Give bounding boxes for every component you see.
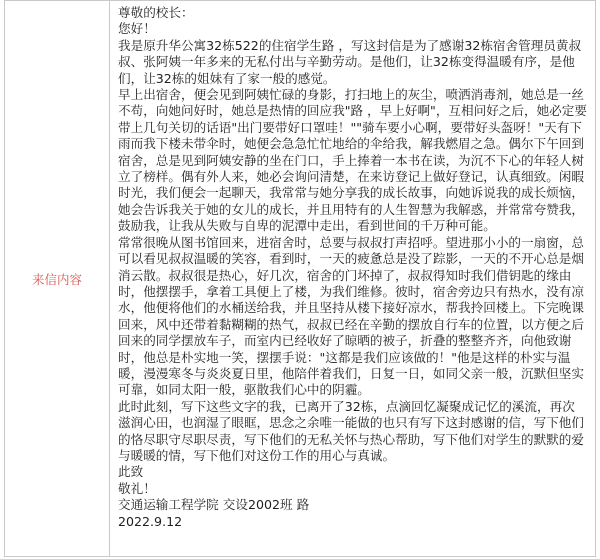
letter-content	[110, 1, 595, 556]
letter-table	[4, 0, 596, 557]
letter-closing-1: 此致	[118, 464, 144, 480]
letter-greeting: 您好！	[118, 21, 156, 37]
letter-paragraph-4: 此时此刻，写下这些文字的我，已离开了32栋，点滴回忆凝聚成记忆的溪流，再次滋润心田，也润湿了眼眶，思念之余唯一能做的也只有写下这封感谢的信，写下他们的恪尽职守尽职尽责，写下他们的无私关怀与热心帮助，写下他们对学生的默默的爱与暖暖的情，写下他们对这份工作的用心与真诚。	[118, 398, 584, 463]
letter-signature: 交通运输工程学院 交设2002班 路	[118, 497, 310, 513]
letter-salutation: 尊敬的校长：	[118, 5, 194, 20]
field-label: 来信内容	[5, 1, 110, 556]
letter-paragraph-1: 我是原升华公寓32栋522的住宿学生路 ，写这封信是为了感谢32栋宿舍管理员黄叔叔、张阿姨一年多来的无私付出与辛勤劳动。是他们，让32栋变得温暖有序，是他们，让32栋的姐妹有了家一般的感觉。	[118, 37, 582, 86]
letter-date: 2022.9.12	[118, 513, 183, 529]
letter-paragraph-2: 早上出宿舍，便会见到阿姨忙碌的身影，打扫地上的灰尘，喷洒消毒剂，她总是一丝不苟，向她问好时，她总是热情的回应我"路 ，早上好啊"，互相问好之后，她必定要带上几句关切的话语"出门要带好口罩哇！""骑车要小心啊，要带好头盔呀！"天有下雨而我下楼未带伞时，她便会急急忙忙地给的伞给我，解我燃眉之急。偶尔下午回到宿舍，总是见到阿姨安静的坐在门口，手上捧着一本书在读，为沉不下心的年轻人树立了榜样。偶有外人来，她必会询问清楚，在来访登记上做好登记，认真细致。闲暇时光，我们便会一起聊天，我常常与她分享我的成长故事，向她诉说我的成长烦恼，她会告诉我关于她的女儿的成长，并且用特有的人生智慧为我解惑，并常常夸赞我，鼓励我，让我从失败与自卑的泥潭中走出，看到世间的千万种可能。	[118, 87, 587, 234]
letter-paragraph-3: 常常很晚从图书馆回来，进宿舍时，总要与叔叔打声招呼。望进那小小的一扇窗，总可以看见叔叔温暖的笑容，看到时，一天的疲惫总是没了踪影，一天的不开心总是烟消云散。叔叔很是热心，好几次，宿舍的门坏掉了，叔叔得知时我们借钥匙的缘由时，他摆摆手，拿着工具便上了楼，为我们维修。彼时，宿舍旁边只有热水，没有凉水，他便将他们的水桶送给我，并且坚持从楼下接好凉水，帮我拎回楼上。下完晚课回来，风中还带着黏糊糊的热气，叔叔已经在辛勤的摆放自行车的位置，以方便之后回来的同学摆放车子，而室内已经收好了晾晒的被子，折叠的整整齐齐，向他致谢时，他总是朴实地一笑，摆摆手说："这都是我们应该做的！"他是这样的朴实与温暖，漫漫寒冬与炎炎夏日里，他陪伴着我们，日复一日，如同父亲一般，沉默但坚实可靠，如同太阳一般，驱散我们心中的阴霾。	[118, 234, 584, 398]
letter-closing-2: 敬礼！	[118, 480, 156, 496]
